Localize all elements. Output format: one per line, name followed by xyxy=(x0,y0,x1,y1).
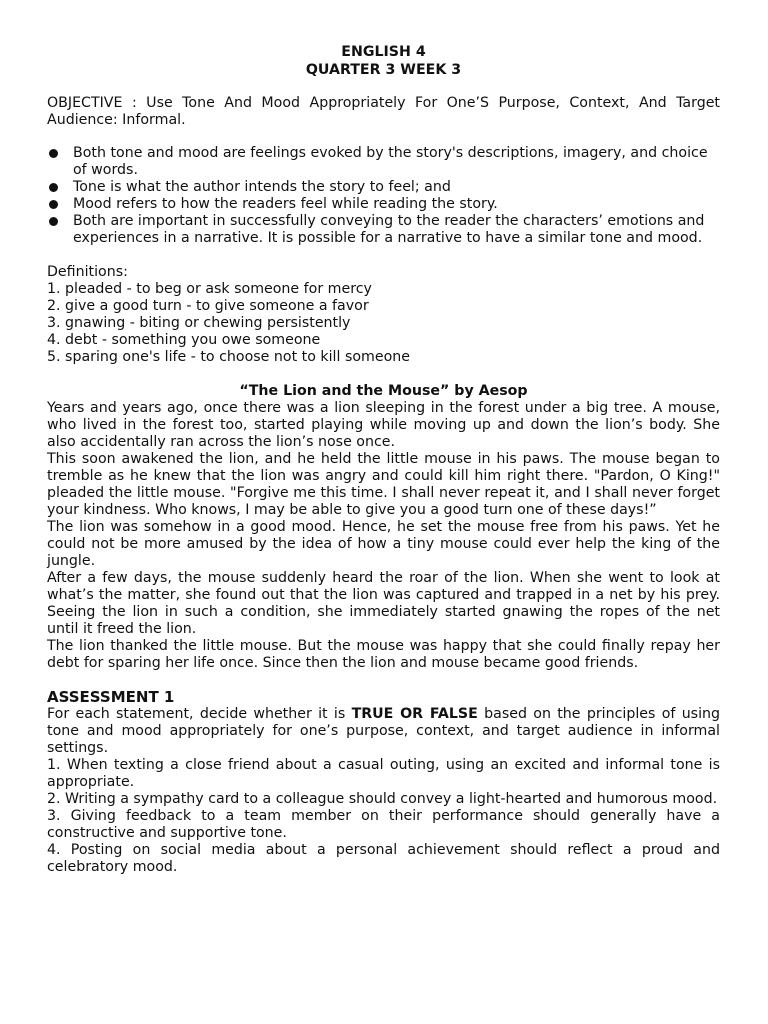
assessment-item: 3. Giving feedback to a team member on their performance should generally have a constructive and supportive tone. xyxy=(47,808,720,841)
story-body xyxy=(47,400,720,672)
definition-item: 2. give a good turn - to give someone a favor xyxy=(47,298,369,314)
definition-item: 5. sparing one's life - to choose not to kill someone xyxy=(47,349,410,365)
definitions-section xyxy=(47,264,720,366)
definition-item: 3. gnawing - biting or chewing persistently xyxy=(47,315,351,331)
subject-title: ENGLISH 4 xyxy=(341,44,426,60)
bullet-dot-icon xyxy=(49,217,58,226)
assessment-intro xyxy=(47,706,720,757)
bullet-dot-icon xyxy=(49,183,58,192)
bullet-item xyxy=(47,213,720,247)
document-header xyxy=(47,43,720,79)
bullet-dot-icon xyxy=(49,149,58,158)
story-title: “The Lion and the Mouse” by Aesop xyxy=(239,383,528,399)
assessment-intro-after: based on the principles of using tone and mood appropriately for one’s purpose, context, and target audience in informal settings. xyxy=(47,706,721,756)
story-paragraph: After a few days, the mouse suddenly heard the roar of the lion. When she went to look at what’s the matter, she found out that the lion was captured and trapped in a net by his prey. Seeing the lion in such a condition, she immediately started gnawing the ropes of the net until it freed the lion. xyxy=(47,570,720,637)
bullet-text: Mood refers to how the readers feel while reading the story. xyxy=(73,196,498,212)
definitions-heading: Definitions: xyxy=(47,264,128,280)
assessment-item: 1. When texting a close friend about a casual outing, using an excited and informal tone is appropriate. xyxy=(47,757,720,790)
bullet-text: Both are important in successfully conveying to the reader the characters’ emotions and experiences in a narrative. It is possible for a narrative to have a similar tone and mood. xyxy=(73,213,705,246)
bullet-dot-icon xyxy=(49,200,58,209)
quarter-week-title: QUARTER 3 WEEK 3 xyxy=(305,62,462,78)
assessment-intro-before: For each statement, decide whether it is xyxy=(47,706,352,722)
assessment-body xyxy=(47,706,720,876)
assessment-item: 4. Posting on social media about a personal achievement should reflect a proud and celebratory mood. xyxy=(47,842,720,875)
objective-text: OBJECTIVE : Use Tone And Mood Appropriately For One’S Purpose, Context, And Target Audience: Informal. xyxy=(47,95,720,128)
story-paragraph: The lion thanked the little mouse. But the mouse was happy that she could finally repay her debt for sparing her life once. Since then the lion and mouse became good friends. xyxy=(47,638,720,671)
assessment-item: 2. Writing a sympathy card to a colleague should convey a light-hearted and humorous mood. xyxy=(47,791,718,807)
bullet-item xyxy=(47,196,720,213)
story-paragraph: Years and years ago, once there was a lion sleeping in the forest under a big tree. A mouse, who lived in the forest too, started playing while moving up and down the lion’s body. She also accidentally ran across the lion’s nose once. xyxy=(47,400,720,450)
definition-item: 4. debt - something you owe someone xyxy=(47,332,321,348)
bullet-item xyxy=(47,179,720,196)
bullet-list xyxy=(47,145,720,247)
assessment-intro-bold: TRUE OR FALSE xyxy=(351,706,478,722)
bullet-item xyxy=(47,145,720,179)
story-paragraph: This soon awakened the lion, and he held the little mouse in his paws. The mouse began to tremble as he knew that the lion was angry and could kill him right there. "Pardon, O King!" pleaded the little mouse. "Forgive me this time. I shall never repeat it, and I shall never forget your kindness. Who knows, I may be able to give you a good turn one of these days!” xyxy=(47,451,720,518)
assessment-title: ASSESSMENT 1 xyxy=(47,688,175,706)
story-paragraph: The lion was somehow in a good mood. Hence, he set the mouse free from his paws. Yet he could not be more amused by the idea of how a tiny mouse could ever help the king of the jungle. xyxy=(47,519,720,569)
definition-item: 1. pleaded - to beg or ask someone for mercy xyxy=(47,281,372,297)
bullet-text: Tone is what the author intends the story to feel; and xyxy=(73,179,451,195)
bullet-text: Both tone and mood are feelings evoked by the story's descriptions, imagery, and choice of words. xyxy=(73,145,708,178)
